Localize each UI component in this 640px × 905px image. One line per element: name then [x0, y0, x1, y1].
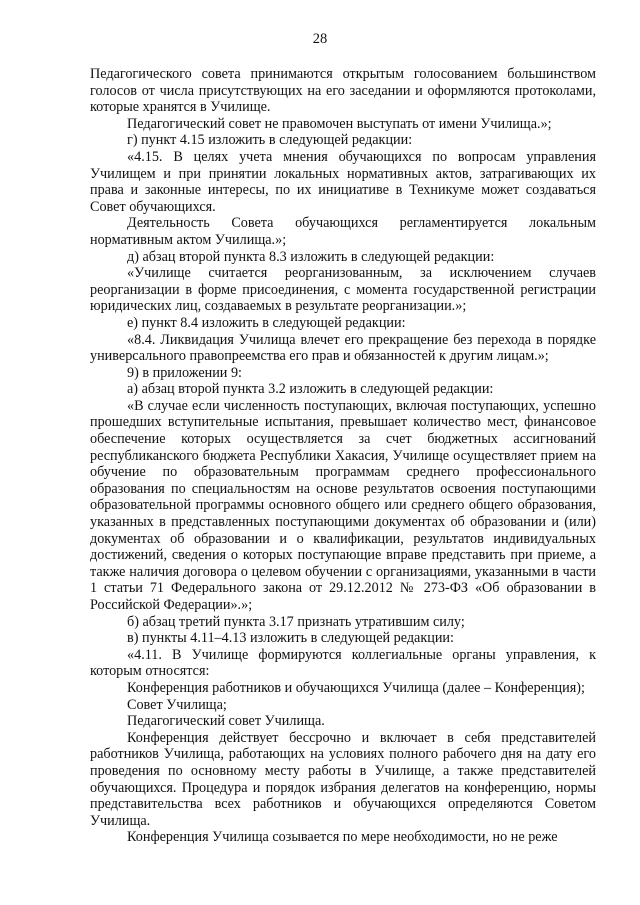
paragraph: д) абзац второй пункта 8.3 изложить в следующей редакции:: [127, 248, 495, 265]
paragraph: Педагогического совета принимаются открытым голосованием большинством голосов от числа присутствующих на его заседании и оформляются протоколами, которые хранятся в Училище.: [90, 66, 596, 116]
paragraph: а) абзац второй пункта 3.2 изложить в следующей редакции:: [127, 381, 494, 398]
paragraph: е) пункт 8.4 изложить в следующей редакции:: [127, 314, 406, 331]
paragraph: б) абзац третий пункта 3.17 признать утратившим силу;: [127, 613, 465, 630]
paragraph: «В случае если численность поступающих, включая поступающих, успешно прошедших вступительные испытания, превышает количество мест, финансовое обеспечение которых осуществляется за счет бюджетных ассигнований республиканского бюджета Республики Хакасия, Училище осуществляет прием на обучение по образовательным программам среднего профессионального образования по специальностям на основе результатов освоения поступающими образовательной программы основного общего или среднего общего образования, указанных в представленных поступающими документах об образовании и (или) документах об образовании и о квалификации, результатов индивидуальных достижений, сведения о которых поступающие вправе представить при приеме, а также наличия договора о целевом обучении с организациями, указанными в части 1 статьи 71 Федерального закона от 29.12.2012 № 273-ФЗ «Об образовании в Российской Федерации».»;: [90, 397, 596, 613]
paragraph: «4.11. В Училище формируются коллегиальные органы управления, к которым относятся:: [90, 646, 596, 680]
paragraph: Конференция действует бессрочно и включает в себя представителей работников Училища, работающих на условиях полного рабочего дня на дату его проведения по основному месту работы в Училище, а также представителей обучающихся. Процедура и порядок избрания делегатов на конференцию, нормы представительства всех работников и обучающихся определяются Советом Училища.: [90, 729, 596, 829]
page-number: 28: [312, 31, 328, 47]
paragraph: 9) в приложении 9:: [127, 364, 242, 381]
document-body: [90, 66, 596, 846]
paragraph: в) пункты 4.11–4.13 изложить в следующей редакции:: [127, 630, 454, 647]
paragraph: «8.4. Ликвидация Училища влечет его прекращение без перехода в порядке универсального правопреемства его прав и обязанностей к другим лицам.»;: [90, 331, 596, 365]
paragraph: г) пункт 4.15 изложить в следующей редакции:: [127, 132, 413, 149]
paragraph: Педагогический совет Училища.: [127, 713, 325, 730]
paragraph: Деятельность Совета обучающихся регламентируется локальным нормативным актом Училища.»;: [90, 215, 596, 248]
paragraph: Педагогический совет не правомочен выступать от имени Училища.»;: [127, 115, 552, 132]
paragraph: Конференция работников и обучающихся Училища (далее – Конференция);: [127, 679, 585, 696]
paragraph: «Училище считается реорганизованным, за исключением случаев реорганизации в форме присоединения, с момента государственной регистрации юридических лиц, создаваемых в результате реорганизации.»;: [90, 265, 596, 315]
paragraph: Конференция Училища созывается по мере необходимости, но не реже: [127, 829, 558, 846]
paragraph: Совет Училища;: [127, 696, 227, 713]
paragraph: «4.15. В целях учета мнения обучающихся по вопросам управления Училищем и при принятии локальных нормативных актов, затрагивающих их права и законные интересы, по их инициативе в Техникуме может создаваться Совет обучающихся.: [90, 148, 596, 215]
